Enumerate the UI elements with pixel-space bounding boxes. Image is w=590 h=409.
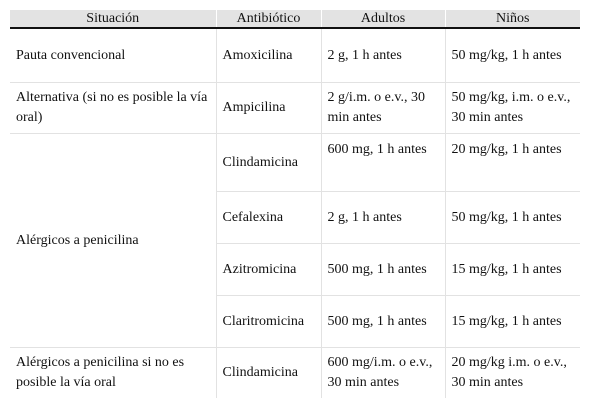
cell-antibiotico: Ampicilina	[216, 83, 321, 134]
cell-situacion: Alérgicos a penicilina si no es posible la vía oral	[10, 348, 216, 399]
cell-antibiotico: Clindamicina	[216, 348, 321, 399]
table-row	[10, 28, 580, 83]
prophylaxis-table	[10, 10, 580, 398]
header-adultos: Adultos	[321, 10, 445, 28]
cell-situacion: Pauta convencional	[10, 28, 216, 83]
table-row	[10, 348, 580, 399]
header-antibiotico: Antibiótico	[216, 10, 321, 28]
cell-ninos: 15 mg/kg, 1 h antes	[445, 296, 580, 348]
header-situacion: Situación	[10, 10, 216, 28]
cell-ninos: 50 mg/kg, 1 h antes	[445, 28, 580, 83]
cell-ninos: 50 mg/kg, 1 h antes	[445, 192, 580, 244]
table-row	[10, 134, 580, 192]
cell-adultos: 2 g, 1 h antes	[321, 28, 445, 83]
header-ninos: Niños	[445, 10, 580, 28]
cell-antibiotico: Amoxicilina	[216, 28, 321, 83]
cell-ninos: 15 mg/kg, 1 h antes	[445, 244, 580, 296]
cell-ninos: 20 mg/kg i.m. o e.v., 30 min antes	[451, 355, 567, 390]
cell-adultos: 2 g, 1 h antes	[321, 192, 445, 244]
cell-situacion: Alérgicos a penicilina	[10, 134, 216, 348]
cell-ninos: 20 mg/kg, 1 h antes	[445, 134, 580, 192]
cell-adultos: 600 mg/i.m. o e.v., 30 min antes	[321, 348, 445, 399]
cell-situacion: Alternativa (si no es posible la vía oral)	[10, 83, 216, 134]
table-row	[10, 83, 580, 134]
cell-antibiotico: Azitromicina	[216, 244, 321, 296]
cell-antibiotico: Cefalexina	[216, 192, 321, 244]
header-row	[10, 10, 580, 28]
cell-ninos: 50 mg/kg, i.m. o e.v., 30 min antes	[445, 83, 580, 134]
cell-antibiotico: Clindamicina	[216, 134, 321, 192]
cell-adultos: 500 mg, 1 h antes	[321, 244, 445, 296]
cell-antibiotico: Claritromicina	[216, 296, 321, 348]
cell-adultos: 2 g/i.m. o e.v., 30 min antes	[321, 83, 445, 134]
cell-adultos: 500 mg, 1 h antes	[321, 296, 445, 348]
cell-adultos: 600 mg, 1 h antes	[321, 134, 445, 192]
